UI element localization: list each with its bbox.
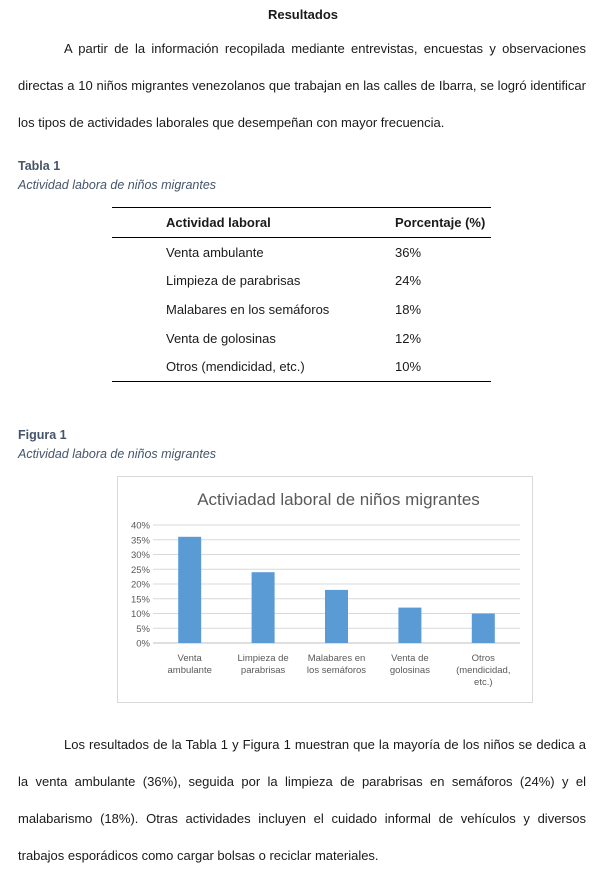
results-paragraph-text: Los resultados de la Tabla 1 y Figura 1 muestran que la mayoría de los niños se dedica a la venta ambulante (36%), seguida por la limpieza de parabrisas en semáforos (24%) y el malabarismo (18%). Otras actividades incluyen el cuidado informal de vehículos y diversos trabajos esporádicos como cargar bolsas o reciclar materiales. bbox=[18, 737, 586, 863]
table-cell-percentage: 10% bbox=[395, 359, 422, 375]
table-row bbox=[112, 352, 491, 381]
intro-paragraph bbox=[18, 30, 586, 141]
table-row bbox=[112, 295, 491, 324]
table-row bbox=[112, 324, 491, 353]
x-tick-label: Limpieza de parabrisas bbox=[237, 653, 289, 676]
bar bbox=[325, 590, 348, 643]
table-cell-percentage: 36% bbox=[395, 244, 422, 260]
y-tick-label: 5% bbox=[136, 623, 150, 635]
table-header-activity: Actividad laboral bbox=[112, 208, 395, 238]
y-tick-label: 25% bbox=[130, 564, 150, 576]
section-heading: Resultados bbox=[267, 7, 339, 22]
table-cell-activity: Malabares en los semáforos bbox=[166, 301, 330, 317]
bar bbox=[252, 572, 275, 643]
chart-title: Activiadad laboral de niños migrantes bbox=[197, 490, 480, 509]
table-label: Tabla 1 bbox=[18, 159, 61, 173]
y-tick-label: 35% bbox=[130, 535, 150, 547]
table-header-row bbox=[112, 208, 491, 238]
y-tick-label: 15% bbox=[130, 594, 150, 606]
figure-label: Figura 1 bbox=[18, 428, 67, 442]
intro-paragraph-text: A partir de la información recopilada mediante entrevistas, encuestas y observaciones directas a 10 niños migrantes venezolanos que trabajan en las calles de Ibarra, se logró identificar los tipos de actividades laborales que desempeñan con mayor frecuencia. bbox=[18, 41, 586, 130]
x-tick-label: Malabares en los semáforos bbox=[306, 653, 367, 676]
y-tick-label: 40% bbox=[130, 520, 150, 532]
table-cell-percentage: 12% bbox=[395, 330, 422, 346]
table-cell-activity: Venta ambulante bbox=[166, 244, 264, 260]
x-tick-label: Venta de golosinas bbox=[389, 653, 430, 676]
y-tick-label: 0% bbox=[136, 638, 150, 650]
results-paragraph bbox=[18, 726, 586, 874]
x-tick-label: Otros (mendicidad, etc.) bbox=[456, 653, 511, 688]
bar-chart bbox=[117, 476, 533, 703]
table-cell-activity: Venta de golosinas bbox=[166, 330, 276, 346]
bar bbox=[472, 614, 495, 644]
table-header-percentage: Porcentaje (%) bbox=[395, 208, 491, 238]
bar-chart-svg bbox=[118, 477, 532, 702]
table-caption: Actividad labora de niños migrantes bbox=[18, 178, 217, 192]
y-tick-label: 20% bbox=[130, 579, 150, 591]
y-tick-label: 10% bbox=[130, 609, 150, 620]
table-row bbox=[112, 238, 491, 267]
bar bbox=[178, 537, 201, 643]
table-cell-activity: Limpieza de parabrisas bbox=[166, 273, 301, 289]
y-tick-label: 30% bbox=[130, 550, 150, 561]
table-cell-percentage: 24% bbox=[395, 273, 422, 289]
bar bbox=[398, 608, 421, 643]
x-tick-label: Venta ambulante bbox=[167, 653, 212, 676]
figure-caption: Actividad labora de niños migrantes bbox=[18, 447, 217, 461]
table-cell-percentage: 18% bbox=[395, 301, 422, 317]
table-row bbox=[112, 267, 491, 296]
table-cell-activity: Otros (mendicidad, etc.) bbox=[166, 359, 305, 375]
activity-table bbox=[112, 207, 491, 382]
